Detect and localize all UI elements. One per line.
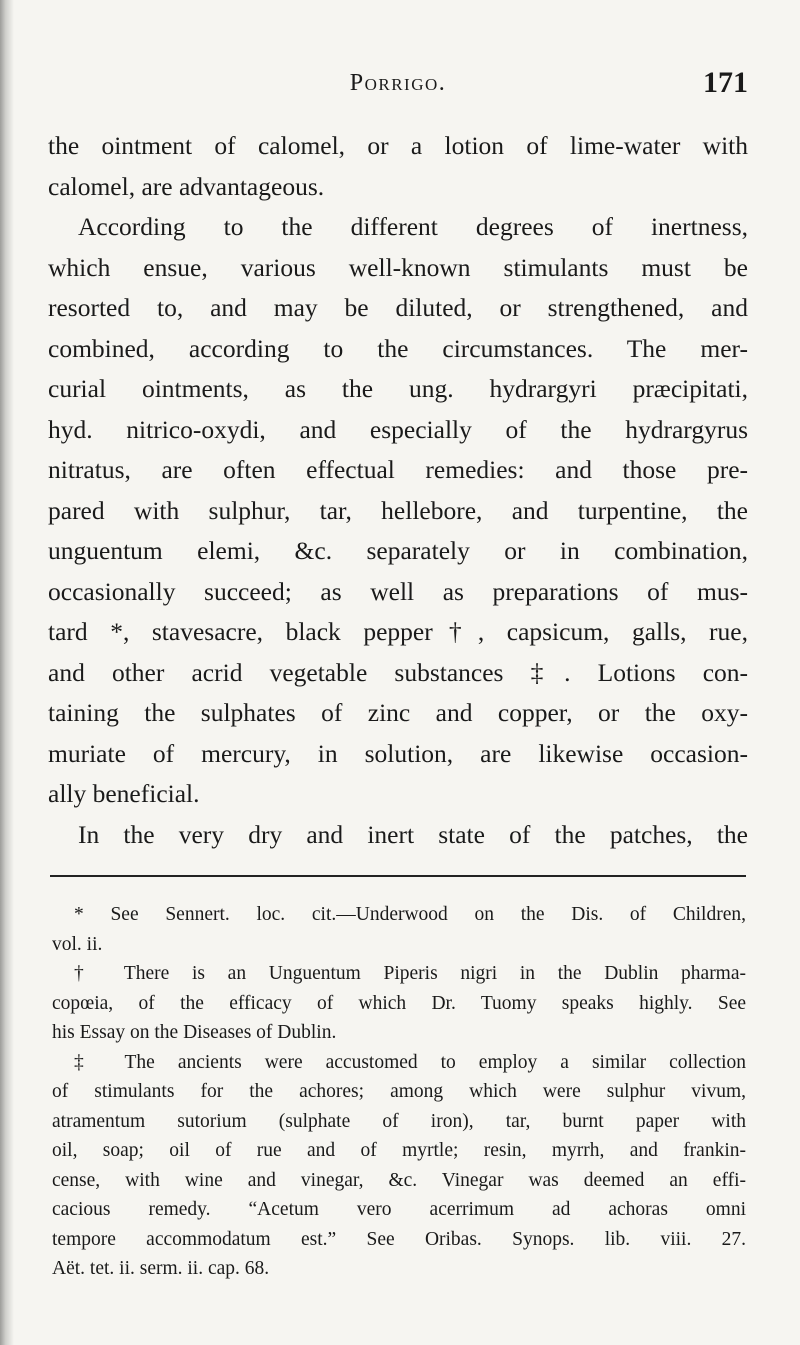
body-line: resorted to, and may be diluted, or strengthened, and (48, 293, 748, 322)
footnote-rule (50, 875, 746, 877)
footnotes (52, 900, 746, 1284)
body-line: According to the different degrees of inertness, (78, 212, 748, 241)
body-line: the ointment of calomel, or a lotion of lime-water with (48, 131, 748, 160)
footnote-line: tempore accommodatum est.” See Oribas. Synops. lib. viii. 27. (52, 1228, 746, 1250)
page-number: 171 (703, 66, 748, 99)
footnote-line: cacious remedy. “Acetum vero acerrimum ad achoras omni (52, 1199, 746, 1220)
body-line: tard *, stavesacre, black pepper†, capsicum, galls, rue, (48, 617, 748, 646)
footnote-line: † There is an Unguentum Piperis nigri in the Dublin pharma- (74, 963, 746, 984)
body-text (48, 126, 748, 855)
body-line: calomel, are advantageous. (48, 171, 325, 201)
running-head (48, 66, 748, 104)
body-line: occasionally succeed; as well as preparations of mus- (48, 576, 748, 606)
footnote-line: ‡ The ancients were accustomed to employ a similar collection (74, 1051, 746, 1073)
footnote-line: cense, with wine and vinegar, &c. Vinegar was deemed an effi- (52, 1169, 746, 1191)
body-line: which ensue, various well-known stimulants must be (48, 252, 748, 282)
footnote-line: his Essay on the Diseases of Dublin. (52, 1022, 337, 1043)
body-line: muriate of mercury, in solution, are likewise occasion- (48, 738, 748, 768)
footnote-line: Aët. tet. ii. serm. ii. cap. 68. (52, 1258, 270, 1279)
body-line: pared with sulphur, tar, hellebore, and turpentine, the (48, 495, 748, 525)
body-line: hyd. nitrico-oxydi, and especially of the hydrargyrus (48, 414, 748, 444)
page-edge-shadow (0, 0, 14, 1345)
body-line: curial ointments, as the ung. hydrargyri præcipitati, (48, 374, 748, 403)
body-line: unguentum elemi, &c. separately or in combination, (48, 536, 748, 565)
footnote-line: vol. ii. (52, 933, 103, 955)
footnote-line: oil, soap; oil of rue and of myrtle; resin, myrrh, and frankin- (52, 1140, 746, 1161)
body-line: In the very dry and inert state of the patches, the (78, 819, 748, 849)
footnote-line: of stimulants for the achores; among which were sulphur vivum, (52, 1081, 746, 1102)
footnote-line: * See Sennert. loc. cit.—Underwood on the Dis. of Children, (74, 904, 746, 925)
body-line: nitratus, are often effectual remedies: and those pre- (48, 455, 748, 484)
body-line: combined, according to the circumstances. The mer- (48, 333, 748, 363)
body-line: and other acrid vegetable substances ‡. Lotions con- (48, 657, 748, 687)
footnote-line: copœia, of the efficacy of which Dr. Tuomy speaks highly. See (52, 992, 746, 1014)
body-line: ally beneficial. (48, 779, 200, 808)
running-title: Porrigo. (349, 70, 447, 96)
footnote-line: atramentum sutorium (sulphate of iron), tar, burnt paper with (52, 1110, 746, 1132)
body-line: taining the sulphates of zinc and copper, or the oxy- (48, 698, 748, 727)
